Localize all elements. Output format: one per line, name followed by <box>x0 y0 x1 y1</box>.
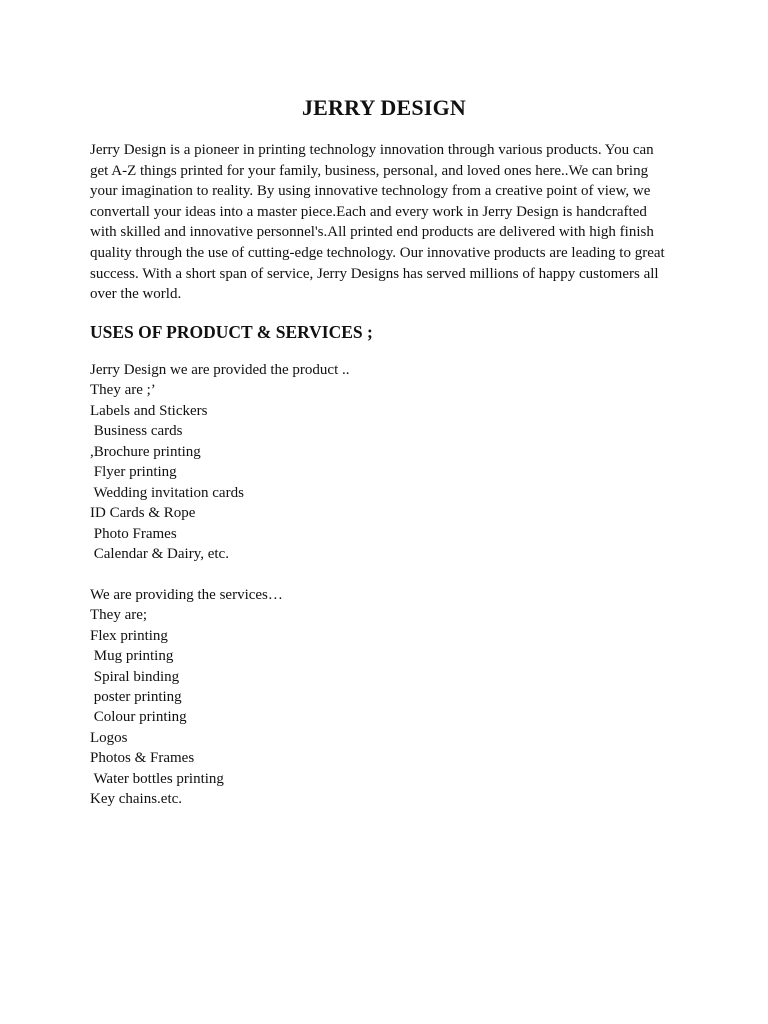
list-item: Business cards <box>90 423 183 440</box>
list-item: We are providing the services… <box>90 586 283 603</box>
intro-line: quality through the use of cutting-edge technology. Our innovative products are leading to great <box>90 244 665 261</box>
list-item: ID Cards & Rope <box>90 505 196 522</box>
document-title: JERRY DESIGN <box>301 95 466 120</box>
list-item: Photos & Frames <box>90 750 195 767</box>
list-item: Logos <box>90 729 128 746</box>
intro-line: convertall your ideas into a master piece.Each and every work in Jerry Design is handcrafted <box>90 203 647 220</box>
list-item: Key chains.etc. <box>90 791 183 808</box>
list-item: Flex printing <box>90 627 168 644</box>
intro-line: over the world. <box>90 286 182 303</box>
list-item: Calendar & Dairy, etc. <box>90 545 229 562</box>
list-item: Labels and Stickers <box>90 402 208 419</box>
list-item: Water bottles printing <box>90 770 224 787</box>
list-item: Wedding invitation cards <box>90 484 244 501</box>
list-item: Jerry Design we are provided the product .. <box>90 362 350 378</box>
list-item: They are; <box>90 607 148 624</box>
list-item: They are ;’ <box>90 382 156 399</box>
list-item: Colour printing <box>90 709 187 726</box>
list-item: Spiral binding <box>90 668 180 685</box>
intro-line: with skilled and innovative personnel's.All printed end products are delivered with high finish <box>90 224 654 241</box>
blank-line <box>90 564 350 584</box>
intro-paragraph <box>90 140 690 305</box>
intro-line: Jerry Design is a pioneer in printing technology innovation through various products. You can <box>90 142 654 158</box>
list-item: poster printing <box>90 689 182 705</box>
products-services-list <box>90 360 350 810</box>
intro-line: your imagination to reality. By using innovative technology from a creative point of view, we <box>90 183 651 200</box>
intro-line: get A-Z things printed for your family, business, personal, and loved ones here..We can bring <box>90 162 649 179</box>
list-item: ,Brochure printing <box>90 443 201 460</box>
section-heading: USES OF PRODUCT & SERVICES ; <box>90 322 373 342</box>
list-item: Mug printing <box>90 648 174 665</box>
intro-line: success. With a short span of service, Jerry Designs has served millions of happy customers all <box>90 265 659 282</box>
list-item: Flyer printing <box>90 464 177 481</box>
list-item: Photo Frames <box>90 525 177 542</box>
